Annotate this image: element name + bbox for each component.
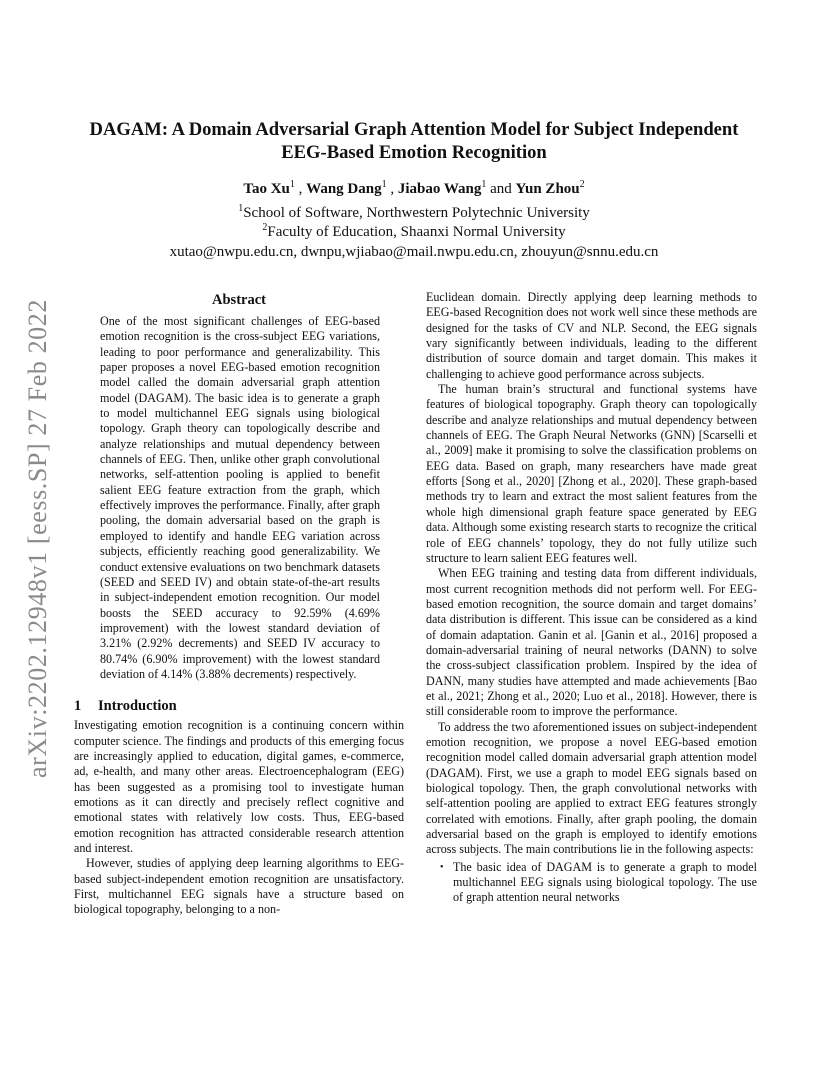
author-list [60, 180, 768, 199]
author-emails: xutao@nwpu.edu.cn, dwnpu,wjiabao@mail.nwpu.edu.cn, zhouyun@snnu.edu.cn [169, 244, 659, 260]
right-column [426, 290, 757, 906]
author-name: Yun Zhou [515, 181, 580, 197]
author-separator: , [386, 181, 398, 197]
right-paragraph-1: The human brain’s structural and functional systems have features of biological topography. Graph theory can topologically describe and analyze relationships and mutual dependency between channels of EEG. The Graph Neural Networks (GNN) [Scarselli et al., 2009] make it promising to solve the classification problems on EEG data. Based on graph, many researchers have made great efforts [Song et al., 2020] [Zhong et al., 2020]. These graph-based methods try to learn and extract the most salient features from the whole high dimensional graph feature space generated by EEG data. Although some existing research starts to recognize the critical role of EEG channels’ topology, they do not fully utilize such structure to learn salient EEG features well. [426, 382, 757, 565]
author-name: Tao Xu [243, 181, 290, 197]
abstract-text: One of the most significant challenges of EEG-based emotion recognition is the cross-subject EEG variations, leading to poor performance and generalizability. This paper proposes a novel EEG-based emotion recognition model called the domain adversarial graph attention model (DAGAM). The basic idea is to generate a graph to model multichannel EEG signals using biological topology. Graph theory can topologically describe and analyze relationships and mutual dependency between channels of EEG. Then, unlike other graph convolutional networks, self-attention pooling is applied to benefit salient EEG feature extraction from the graph, which effectively improves the performance. Finally, after graph pooling, the domain adversarial based on the graph is employed to identify and handle EEG variation across subjects, efficiently reaching good generalizability. We conduct extensive evaluations on two benchmark datasets (SEED and SEED IV) and obtain state-of-the-art results in subject-independent emotion recognition. Our model boosts the SEED accuracy to 92.59% (4.69% improvement) with the lowest standard deviation of 3.21% (2.92% decrements) and SEED IV accuracy to 80.74% (6.90% improvement) with the lowest standard deviation of 4.14% (3.88% decrements) respectively. [100, 314, 380, 681]
right-paragraph-3: To address the two aforementioned issues on subject-independent emotion recognition, we propose a novel EEG-based emotion recognition model called domain adversarial graph attention model (DAGAM). First, we use a graph to model EEG signals based on biological topology. Then, the graph convolutional networks with self-attention pooling are applied to extract EEG features strongly correlated with emotions. Finally, after graph pooling, the domain adversarial based on the graph is employed to identify emotions across subjects. The main contributions lie in the following aspects: [426, 719, 757, 857]
title-line-1: DAGAM: A Domain Adversarial Graph Attention Model for Subject Independent [89, 119, 739, 140]
intro-paragraph-1: Investigating emotion recognition is a continuing concern within computer science. The findings and products of this emerging focus are increasingly applied to education, digital games, e-commerce, ad, e-health, and many other areas. Electroencephalogram (EEG) has been suggested as a promising tool to investigate human emotions as it can directly and precisely reflect cognitive and emotional states with relatively low costs. Thus, EEG-based emotion recognition has attracted considerable research attention and interest. [74, 718, 404, 855]
author-separator: and [486, 181, 516, 197]
author-affiliation-mark: 2 [579, 179, 585, 190]
affiliation-1 [60, 204, 768, 223]
section-title: Introduction [98, 698, 177, 715]
contribution-text: The basic idea of DAGAM is to generate a graph to model multichannel EEG signals using biological topology. The use of graph attention neural networks [453, 859, 757, 905]
section-number: 1 [74, 698, 82, 715]
author-affiliation-mark: 1 [481, 179, 487, 190]
affiliation-text: School of Software, Northwestern Polytechnic University [243, 205, 590, 221]
author-affiliation-mark: 1 [289, 179, 295, 190]
title-line-2: EEG-Based Emotion Recognition [281, 142, 547, 163]
author-affiliation-mark: 1 [381, 179, 387, 190]
left-column [74, 290, 404, 918]
affiliation-text: Faculty of Education, Shaanxi Normal University [267, 224, 566, 240]
abstract-heading: Abstract [212, 292, 266, 308]
right-paragraph-2: When EEG training and testing data from different individuals, most current recognition methods did not perform well. For EEG-based emotion recognition, the source domain and target domains’ data distribution is different. This issue can be considered as a kind of domain adaptation. Ganin et al. [Ganin et al., 2016] proposed a domain-adversarial training of neural networks (DANN) to solve the cross-subject classification problem. Inspired by the idea of DANN, many studies have attempted and made achievements [Bao et al., 2021; Zhong et al., 2020; Luo et al., 2018]. However, there is still considerable room to improve the performance. [426, 566, 757, 719]
author-name: Wang Dang [306, 181, 382, 197]
right-paragraph-0: Euclidean domain. Directly applying deep learning methods to EEG-based Recognition does not work well since these methods are designed for the tasks of CV and NLP. Second, the EEG signals vary significantly between individuals, leading to the different distribution of source domain and target domain. This makes it challenging to achieve good performance across subjects. [426, 290, 757, 381]
intro-paragraph-2: However, studies of applying deep learning algorithms to EEG-based subject-independent emotion recognition are unsatisfactory. First, multichannel EEG signals have a structure based on biological topography, belonging to a non- [74, 856, 404, 917]
section-heading-introduction [74, 696, 404, 716]
bullet-icon: • [440, 861, 444, 873]
arxiv-side-stamp: arXiv:2202.12948v1 [eess.SP] 27 Feb 2022 [23, 299, 52, 778]
affiliation-mark: 2 [262, 222, 268, 233]
contribution-list [426, 860, 757, 906]
affiliation-2 [60, 223, 768, 242]
paper-title [60, 118, 768, 164]
contribution-item [440, 860, 757, 906]
author-separator: , [294, 181, 307, 197]
affiliation-mark: 1 [238, 203, 244, 214]
author-name: Jiabao Wang [397, 181, 482, 197]
